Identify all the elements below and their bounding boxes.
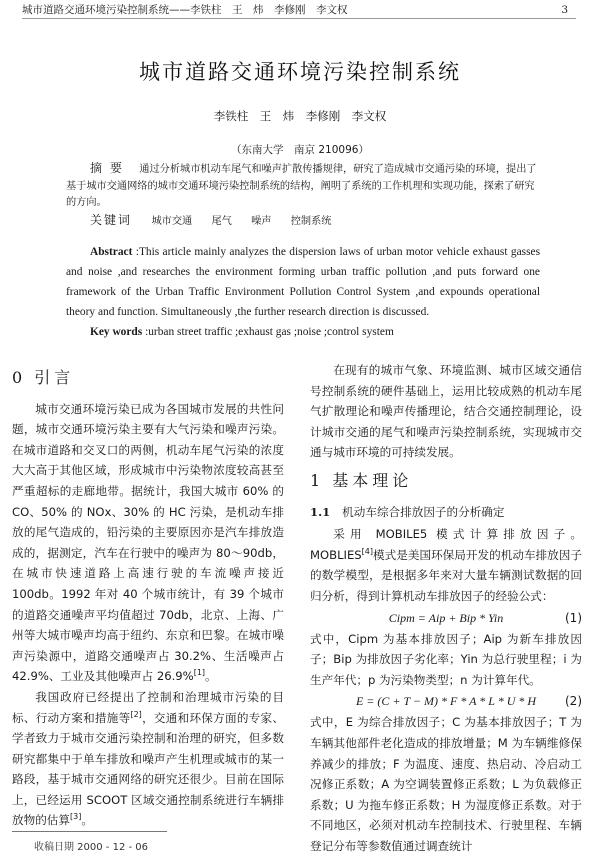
running-header [22,2,576,19]
running-header-text: 城市道路交通环境污染控制系统——李铁柱 王 炜 李修刚 李文权 [22,4,348,16]
equation-number: (1) [565,610,582,625]
keywords-cn-label: 关键词 [90,212,133,227]
abstract-en-label: Abstract [90,246,133,258]
equation-1: Cipm = Aip + Bip * Yin (1) [310,607,582,629]
subsection-1-1-heading: 1.1 机动车综合排放因子的分析确定 [310,504,505,519]
citation-ref: [2] [130,709,142,719]
abstract-cn [66,160,540,230]
section-0-paragraph-2: 我国政府已经提出了控制和治理城市污染的目标、行动方案和措施等[2]，交通和环保方面的专家、学者致力于城市交通污染控制和治理的研究，但多数研究都集中于单车排放和噪声产生机理或城市的某一路段，基于城市交通网络的研究还很少。目前在国际上，已经运用 SCOOT 区域交通控制系统进行车辆排放物的估算[3]。 [12,689,284,828]
equation-number: (2) [565,694,582,709]
page-number: 3 [561,4,568,16]
abstract-en: Abstract :This article mainly analyzes the dispersion laws of urban motor vehicle exhaust gasses and noise ,and researches the environment forming urban traffic pollution ,and puts forward one framework of the Urban Traffic Environment Pollution Control System ,and expounds operational theory and function. Simultaneously ,the further research direction is discussed. Key words :urban street traffic ;exhaust gas ;noise ;control system [66,246,541,338]
affiliation: （东南大学 南京 210096） [231,144,369,156]
citation-ref: [1] [193,668,206,678]
intro-continuation: 在现有的城市气象、环境监测、城市区域交通信号控制系统的硬件基础上，运用比较成熟的机动车尾气扩散理论和噪声传播理论，结合交通控制理论，设计城市交通的尾气和噪声污染控制系统，实现城市交通与城市环境的可持续发展。 [310,363,582,460]
keyword: 尾气 [211,215,232,227]
section-0-paragraph-1: 城市交通环境污染已成为各国城市发展的共性问题，城市交通环境污染主要有大气污染和噪声污染。在城市道路和交叉口的两侧，机动车尾气污染的浓度大大高于其他区域，形成城市中污染物浓度较高甚至严重超标的走廊地带。据统计，我国大城市 60% 的 CO、50% 的 NOx、30% 的 HC 污染，是机动车排放的尾气造成的，铅污染的主要原因亦是汽车排放造成的，据测定，汽车在行驶中的噪声为 80～90db，在城市快速道路上高速行驶的车流噪声接近 100db。1992 年对 40 个城市统计，有 39 个城市的道路交通噪声平均值超过 70db，北京、上海、广州等大城市噪声均高于纽约、东京和巴黎。在城市噪声污染源中，道路交通噪声占 30.2%、生活噪声占 42.9%、工业及其他噪声占 26.9%[1]。 [12,401,284,684]
authors: 李铁柱 王 炜 李修刚 李文权 [213,109,387,123]
equation-2-explanation: 式中，E 为综合排放因子；C 为基本排放因子；T 为车辆其他部件老化造成的排放增量；M 为车辆维修保养减少的排放；F 为温度、速度、热启动、冷启动工况修正系数；A 为空调装置修正系数；L 为负载修正系数；U 为拖车修正系数；H 为湿度修正系数。对于不同地区，必须对机动车控制技术、行驶里程、车辆登记分布等参数值通过调查统计 [310,715,582,853]
keywords-en-label: Key words [90,326,143,338]
keyword: 噪声 [251,215,272,227]
received-date-footnote: 收稿日期 2000 - 12 - 06 [34,842,149,853]
citation-ref: [3] [69,812,82,822]
footnote-divider [12,831,167,832]
keyword: 控制系统 [290,215,332,227]
abstract-en-text: This article mainly analyzes the dispersion laws of urban motor vehicle exhaust gasses and noise ,and researches the environment forming urban traffic pollution ,and puts forward one framework of the Urban Traffic Environment Pollution Control System ,and expounds operational theory and function. Simultaneously ,the further research direction is discussed. [66,246,541,318]
abstract-cn-text: 通过分析城市机动车尾气和噪声扩散传播规律，研究了造成城市交通污染的环境，提出了基于城市交通网络的城市交通环境污染控制系统的结构，阐明了系统的工作机理和实现功能，探索了研究的方向。 [66,164,537,208]
keywords-en-text: urban street traffic ;exhaust gas ;noise ;control system [148,326,394,338]
citation-ref: [4] [361,546,373,556]
right-column [310,360,582,856]
equation-2: E = (C + T − M) * F * A * L * U * H (2) [310,690,582,712]
section-0-heading: 0 引言 [12,368,75,387]
left-column [12,360,284,831]
equation-1-explanation: 式中，Cipm 为基本排放因子；Aip 为新车排放因子；Bip 为排放因子劣化率；Yin 为总行驶里程；i 为生产年代；p 为污染物类型；n 为计算年代。 [310,631,582,687]
section-1-heading: 1 基本理论 [310,470,413,490]
keywords-cn [90,212,540,231]
abstract-cn-label: 摘要 [90,161,131,175]
keyword: 城市交通 [151,215,193,227]
paper-title: 城市道路交通环境污染控制系统 [139,60,461,84]
subsection-1-1-paragraph-1: 采用 MOBILE5 模式计算排放因子。MOBLIES[4]模式是美国环保局开发的机动车排放因子的数学模型，是根据多年来对大量车辆测试数据的回归分析，得到计算机动车排放因子的经验公式： [310,527,582,603]
